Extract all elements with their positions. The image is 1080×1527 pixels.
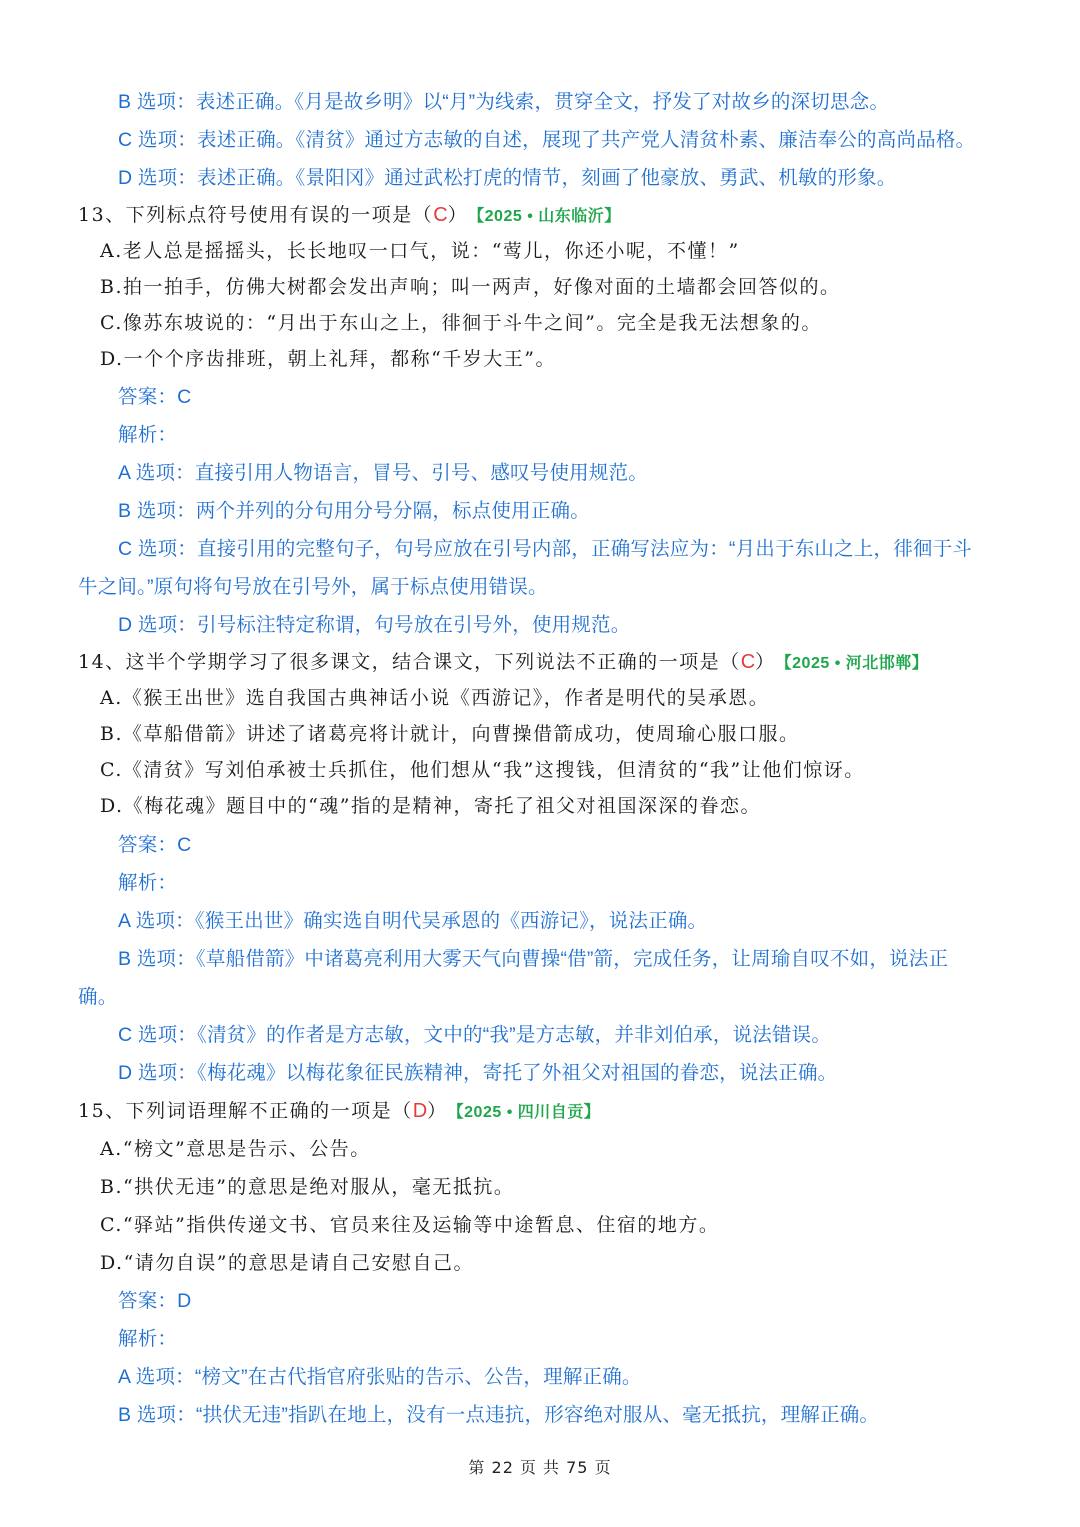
option-a: A.老人总是摇摇头，长长地叹一口气，说：“莺儿，你还小呢，不懂！” xyxy=(100,240,740,262)
answer-line: 答案：C xyxy=(118,834,192,856)
analysis-line: B 选项：《草船借箭》中诸葛亮利用大雾天气向曹操“借”箭，完成任务，让周瑜自叹不如，说法正 xyxy=(118,948,949,970)
analysis-line: A 选项：直接引用人物语言，冒号、引号、感叹号使用规范。 xyxy=(118,462,648,484)
analysis-label: 解析： xyxy=(118,1328,178,1350)
question-stem-close: ） xyxy=(447,204,469,226)
option-a: A.“榜文”意思是告示、公告。 xyxy=(100,1138,371,1160)
question-15-stem xyxy=(78,1092,600,1130)
source-tag: 【2025 • 山东临沂】 xyxy=(476,208,621,225)
question-13-stem xyxy=(78,196,621,234)
analysis-line: A 选项：《猴王出世》确实选自明代吴承恩的《西游记》，说法正确。 xyxy=(118,910,708,932)
analysis-label: 解析： xyxy=(118,872,178,894)
option-c: C.像苏东坡说的：“月出于东山之上，徘徊于斗牛之间”。完全是我无法想象的。 xyxy=(100,312,822,334)
source-tag: 【2025 • 河北邯郸】 xyxy=(783,655,929,672)
answer-line: 答案：C xyxy=(118,386,192,408)
question-stem-text: 13、下列标点符号使用有误的一项是（ xyxy=(78,204,434,226)
analysis-line: B 选项：“拱伏无违”指趴在地上，没有一点违抗，形容绝对服从、毫无抵抗，理解正确。 xyxy=(118,1404,880,1426)
analysis-line: D 选项：引号标注特定称谓，句号放在引号外，使用规范。 xyxy=(118,614,631,636)
option-b: B.《草船借箭》讲述了诸葛亮将计就计，向曹操借箭成功，使周瑜心服口服。 xyxy=(100,723,800,745)
option-a: A.《猴王出世》选自我国古典神话小说《西游记》，作者是明代的吴承恩。 xyxy=(100,687,770,709)
analysis-line: 确。 xyxy=(78,986,118,1008)
source-tag: 【2025 • 四川自贡】 xyxy=(455,1104,601,1121)
analysis-line: A 选项：“榜文”在古代指官府张贴的告示、公告，理解正确。 xyxy=(118,1366,642,1388)
option-d: D.《梅花魂》题目中的“魂”指的是精神，寄托了祖父对祖国深深的眷恋。 xyxy=(100,795,762,817)
analysis-label: 解析： xyxy=(118,424,178,446)
analysis-line: C 选项：直接引用的完整句子，句号应放在引号内部，正确写法应为：“月出于东山之上，徘徊于斗 xyxy=(118,538,972,560)
question-stem-text: 15、下列词语理解不正确的一项是（ xyxy=(78,1100,413,1122)
analysis-line: D 选项：表述正确。《景阳冈》通过武松打虎的情节，刻画了他豪放、勇武、机敏的形象。 xyxy=(118,167,897,189)
analysis-line: D 选项：《梅花魂》以梅花象征民族精神，寄托了外祖父对祖国的眷恋，说法正确。 xyxy=(118,1062,838,1084)
option-b: B.拍一拍手，仿佛大树都会发出声响；叫一两声，好像对面的土墙都会回答似的。 xyxy=(100,276,841,298)
analysis-line: B 选项：两个并列的分句用分号分隔，标点使用正确。 xyxy=(118,500,590,522)
question-stem-close: ） xyxy=(755,651,776,673)
analysis-line: C 选项：表述正确。《清贫》通过方志敏的自述，展现了共产党人清贫朴素、廉洁奉公的高尚品格。 xyxy=(118,129,976,151)
answer-line: 答案：D xyxy=(118,1290,192,1312)
answer-mark: D xyxy=(412,1100,428,1122)
option-c: C.“驿站”指供传递文书、官员来往及运输等中途暂息、住宿的地方。 xyxy=(100,1214,720,1236)
page-number-footer: 第 22 页 共 75 页 xyxy=(468,1458,612,1477)
question-14-stem xyxy=(78,643,928,681)
option-d: D.一个个序齿排班，朝上礼拜，都称“千岁大王”。 xyxy=(100,348,557,370)
question-stem-text: 14、这半个学期学习了很多课文，结合课文，下列说法不正确的一项是（ xyxy=(78,651,741,673)
answer-mark: C xyxy=(433,204,448,226)
analysis-line: 牛之间。”原句将句号放在引号外，属于标点使用错误。 xyxy=(78,576,548,598)
question-stem-close: ） xyxy=(427,1100,448,1122)
analysis-line: B 选项：表述正确。《月是故乡明》以“月”为线索，贯穿全文，抒发了对故乡的深切思念。 xyxy=(118,91,890,113)
option-c: C.《清贫》写刘伯承被士兵抓住，他们想从“我”这搜钱，但清贫的“我”让他们惊讶。 xyxy=(100,759,865,781)
analysis-line: C 选项：《清贫》的作者是方志敏，文中的“我”是方志敏，并非刘伯承，说法错误。 xyxy=(118,1024,832,1046)
option-d: D.“请勿自误”的意思是请自己安慰自己。 xyxy=(100,1252,475,1274)
option-b: B.“拱伏无违”的意思是绝对服从，毫无抵抗。 xyxy=(100,1176,515,1198)
answer-mark: C xyxy=(740,651,756,673)
